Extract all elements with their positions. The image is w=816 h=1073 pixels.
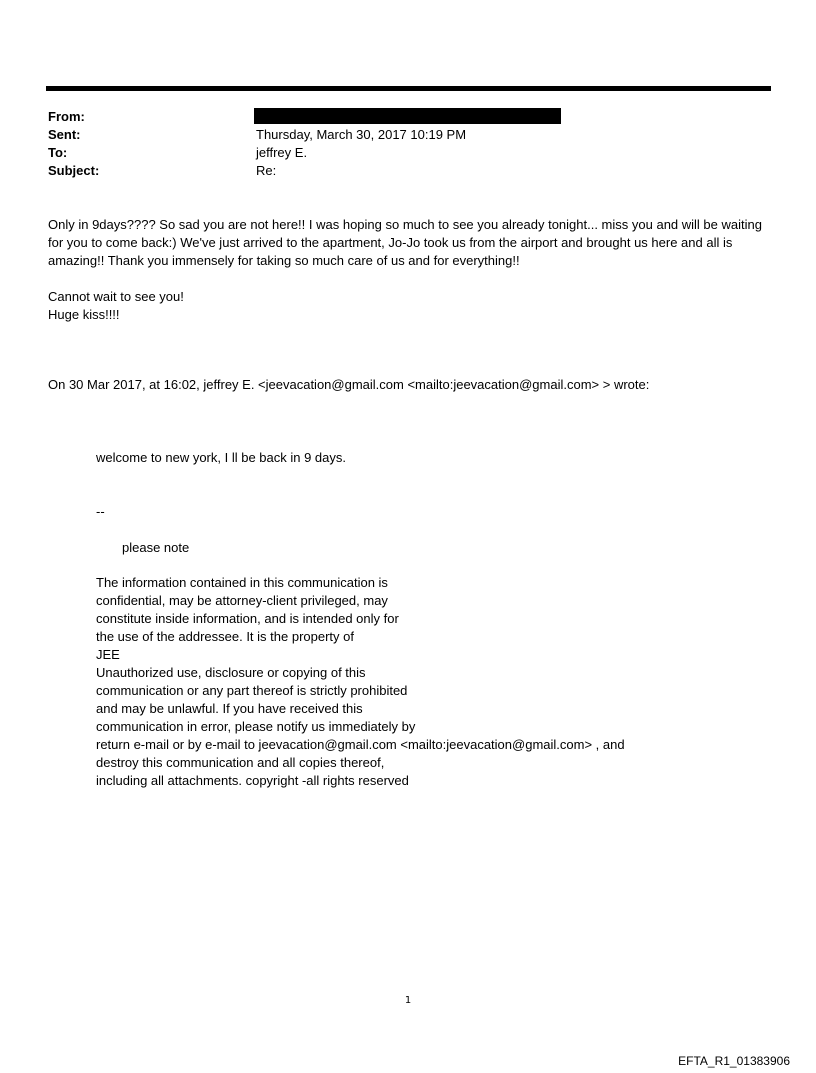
sent-value: Thursday, March 30, 2017 10:19 PM (256, 127, 467, 142)
disclaimer-line: confidential, may be attorney-client privileged, may (96, 593, 388, 608)
to-label: To: (48, 145, 68, 160)
disclaimer-line: communication in error, please notify us immediately by (96, 719, 416, 734)
quote-attribution: On 30 Mar 2017, at 16:02, jeffrey E. <jeevacation@gmail.com <mailto:jeevacation@gmail.com> > wrote: (48, 377, 650, 392)
confidentiality-disclaimer (96, 574, 736, 790)
from-label: From: (48, 109, 85, 124)
quoted-message-line: welcome to new york, I ll be back in 9 days. (96, 450, 347, 465)
disclaimer-line: and may be unlawful. If you have received this (96, 701, 363, 716)
closing-line-2: Huge kiss!!!! (48, 307, 120, 322)
disclaimer-line: destroy this communication and all copies thereof, (96, 755, 385, 770)
closing-line-1: Cannot wait to see you! (48, 289, 184, 304)
disclaimer-line: Unauthorized use, disclosure or copying of this (96, 665, 366, 680)
sent-label: Sent: (48, 127, 81, 142)
from-row (48, 108, 748, 126)
sent-row (48, 126, 748, 144)
redaction-bar (254, 108, 561, 124)
message-paragraph-2 (48, 288, 770, 324)
disclaimer-line: including all attachments. copyright -all rights reserved (96, 773, 409, 788)
email-header (48, 108, 748, 180)
disclaimer-line: The information contained in this communication is (96, 575, 388, 590)
subject-row (48, 162, 748, 180)
to-value: jeffrey E. (256, 145, 308, 160)
disclaimer-line: the use of the addressee. It is the property of (96, 629, 354, 644)
disclaimer-line: constitute inside information, and is intended only for (96, 611, 399, 626)
subject-label: Subject: (48, 163, 100, 178)
disclaimer-line: communication or any part thereof is strictly prohibited (96, 683, 408, 698)
top-divider-rule (46, 86, 771, 91)
subject-value: Re: (256, 163, 277, 178)
disclaimer-line: JEE (96, 647, 120, 662)
please-note-heading: please note (122, 540, 190, 555)
to-row (48, 144, 748, 162)
page-number: 1 (404, 995, 412, 1006)
bates-number: EFTA_R1_01383906 (678, 1054, 790, 1068)
signature-separator: -- (96, 504, 105, 519)
message-paragraph-1: Only in 9days???? So sad you are not here!! I was hoping so much to see you already tonight... miss you and will be waiting for you to come back:) We've just arrived to the apartment, Jo-Jo took us from the airport and brought us here and all is amazing!! Thank you immensely for taking so much care of us and for everything!! (48, 217, 762, 268)
disclaimer-line: return e-mail or by e-mail to jeevacation@gmail.com <mailto:jeevacation@gmail.com> , and (96, 737, 625, 752)
